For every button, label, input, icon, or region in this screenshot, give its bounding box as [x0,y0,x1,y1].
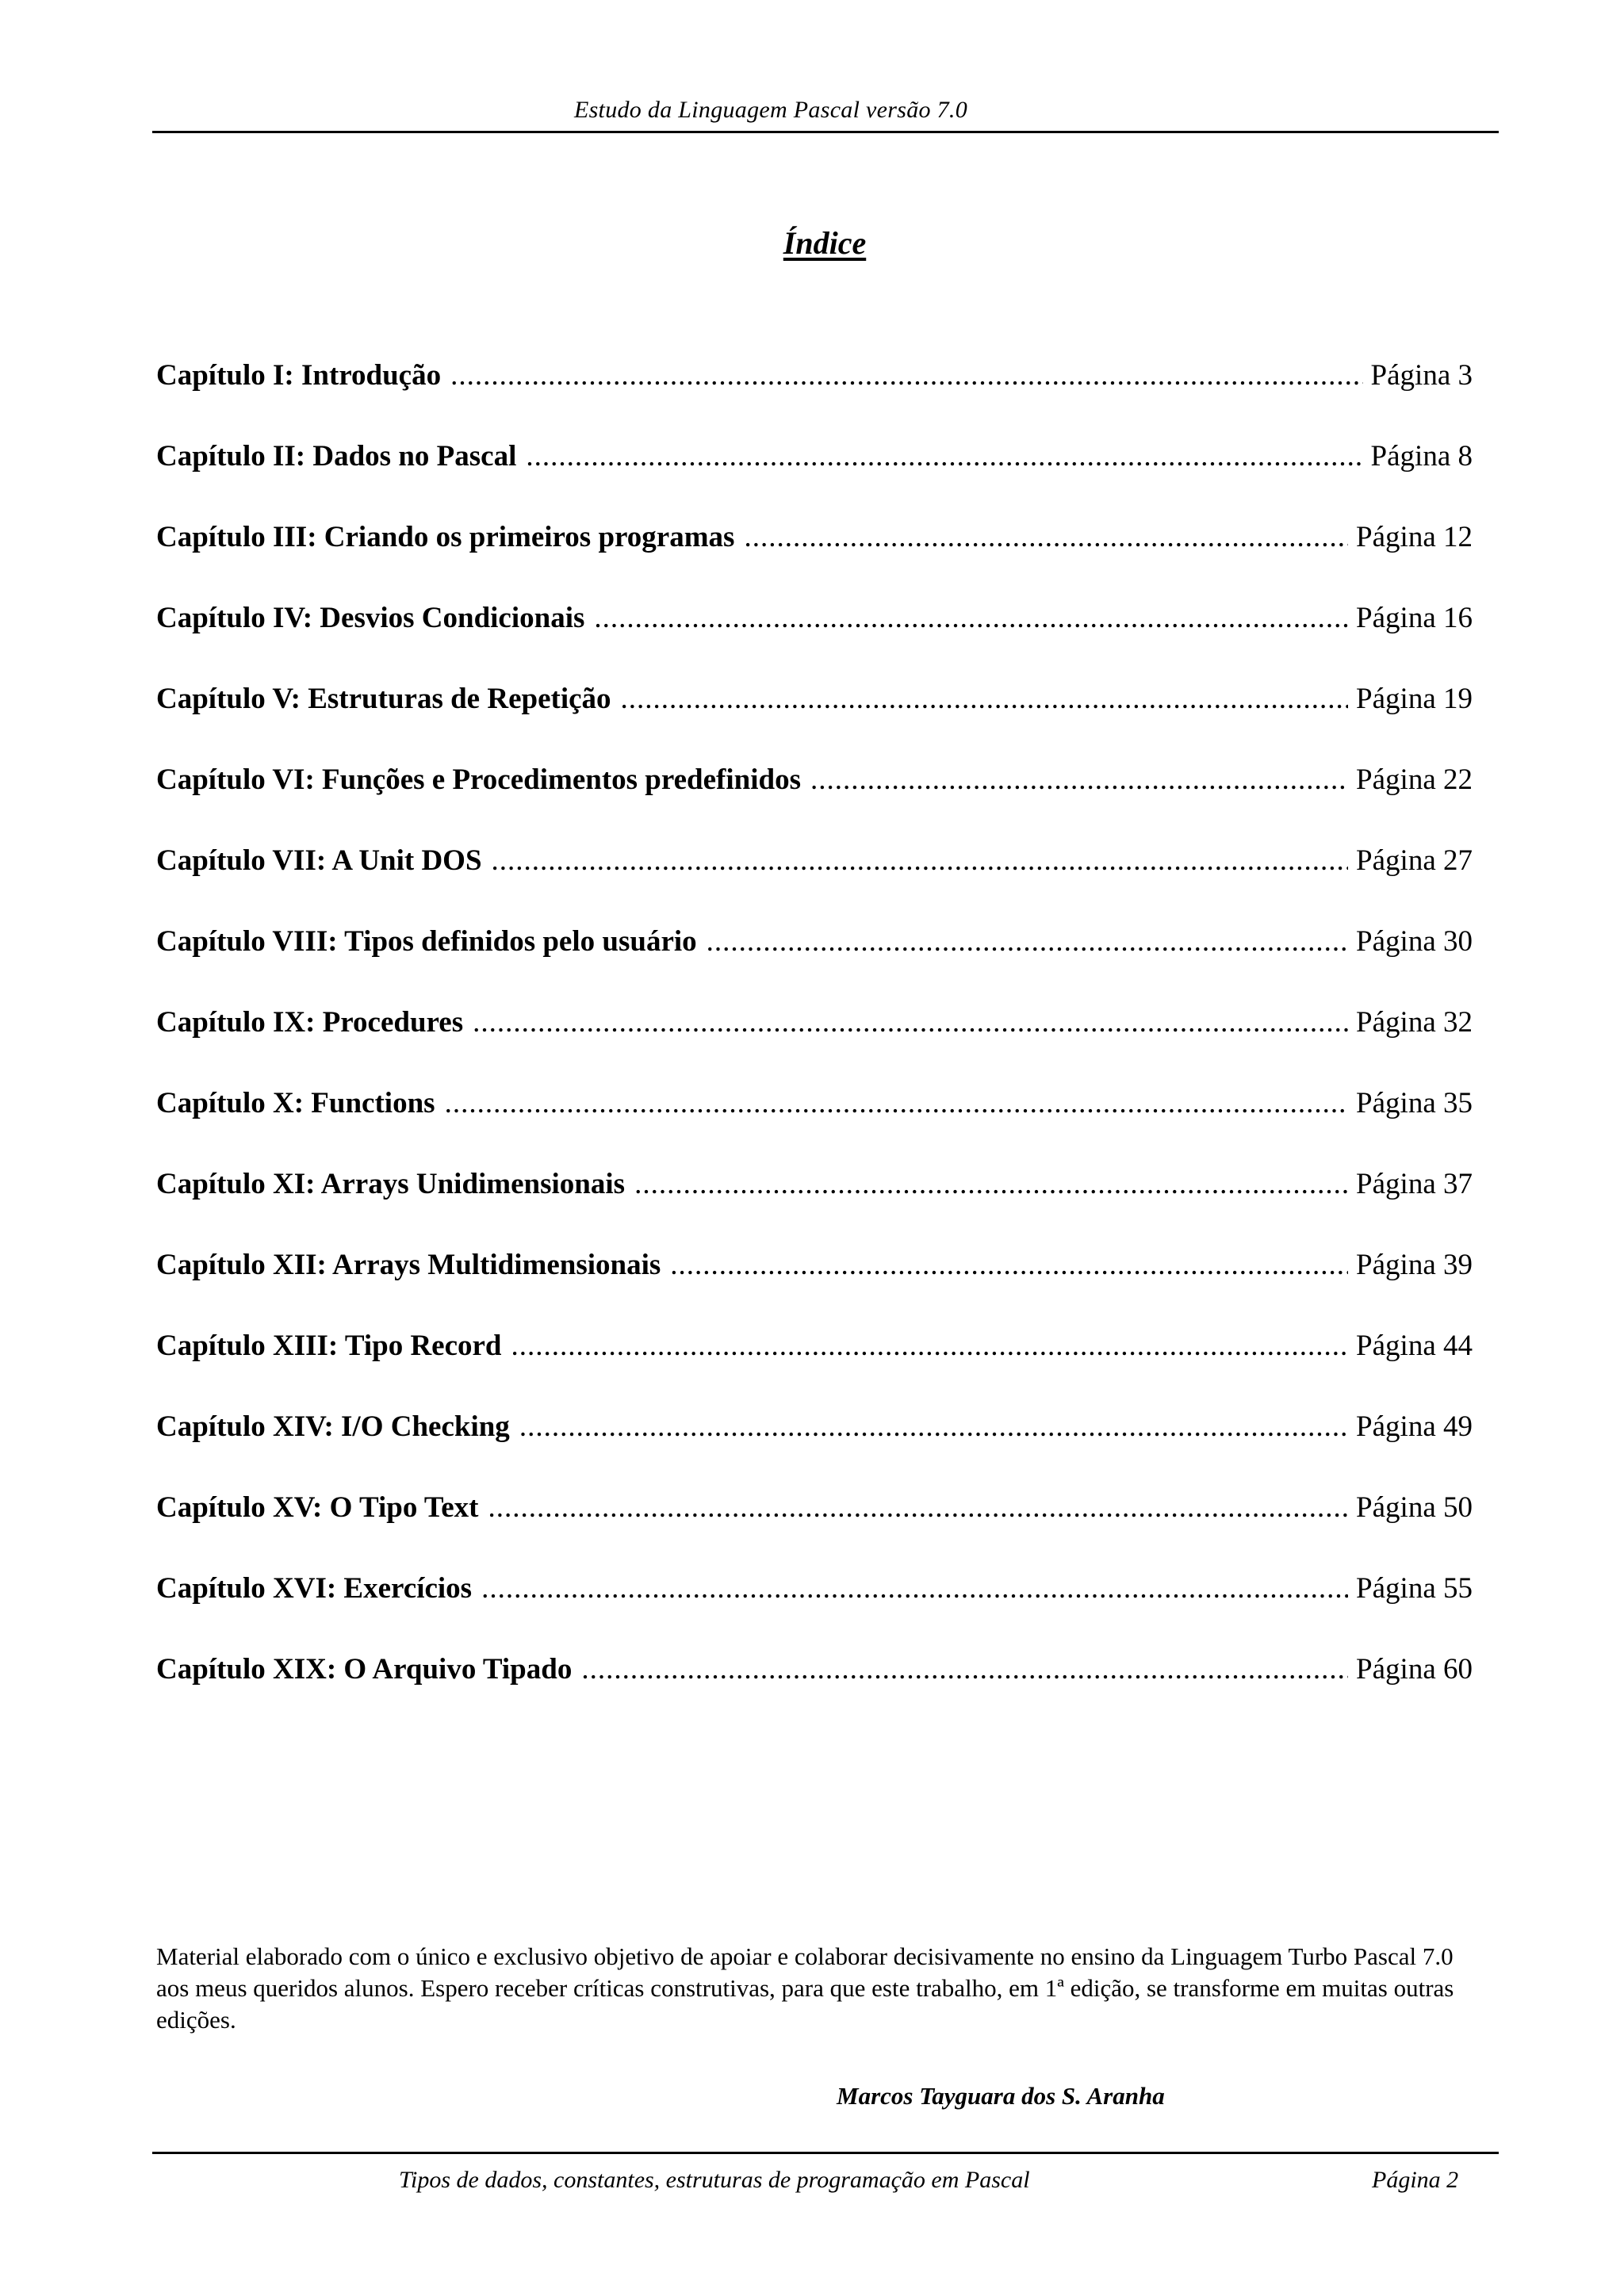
toc-entry-label: Capítulo X: Functions [156,1087,435,1119]
toc-dot-leader [581,1652,1348,1686]
toc-entry [156,520,1473,601]
toc-entry [156,1571,1473,1652]
toc-entry-label: Capítulo II: Dados no Pascal [156,440,517,473]
toc-entry-label: Capítulo VII: A Unit DOS [156,844,482,877]
toc-entry-label: Capítulo III: Criando os primeiros programas [156,521,735,553]
toc-dot-leader [492,844,1349,878]
toc-entry [156,1005,1473,1086]
toc-entry [156,1410,1473,1490]
toc-entry-label: Capítulo V: Estruturas de Repetição [156,683,611,715]
toc-dot-leader [450,358,1362,392]
table-of-contents [156,358,1473,1733]
toc-entry-page: Página 3 [1370,359,1473,392]
toc-entry-page: Página 19 [1356,683,1473,715]
toc-entry [156,439,1473,520]
toc-dot-leader [473,1005,1348,1039]
author-signature: Marcos Tayguara dos S. Aranha [837,2082,1165,2110]
toc-entry-label: Capítulo XV: O Tipo Text [156,1491,479,1524]
toc-entry-label: Capítulo XII: Arrays Multidimensionais [156,1249,661,1281]
footer-page-number: Página 2 [1372,2167,1459,2193]
toc-dot-leader [810,763,1348,797]
running-header: Estudo da Linguagem Pascal versão 7.0 [573,97,968,123]
author-note: Material elaborado com o único e exclusivo objetivo de apoiar e colaborar decisivamente no ensino da Linguagem Turbo Pascal 7.0 aos meus queridos alunos. Espero receber críticas construtivas, para que este trabalho, em 1ª edição, se transforme em muitas outras edições. [156,1942,1454,2034]
toc-entry-page: Página 12 [1356,521,1473,553]
toc-entry-page: Página 30 [1356,925,1473,958]
toc-dot-leader [621,682,1349,716]
toc-entry-page: Página 44 [1356,1330,1473,1362]
toc-entry-page: Página 39 [1356,1249,1473,1281]
toc-entry [156,1167,1473,1248]
toc-entry-page: Página 37 [1356,1168,1473,1200]
toc-entry-label: Capítulo XI: Arrays Unidimensionais [156,1168,626,1200]
toc-entry [156,1248,1473,1329]
toc-entry-page: Página 22 [1356,763,1473,796]
toc-entry-label: Capítulo IV: Desvios Condicionais [156,602,585,634]
toc-entry [156,924,1473,1005]
page-title: Índice [783,225,867,261]
toc-dot-leader [488,1490,1348,1525]
toc-entry-label: Capítulo VIII: Tipos definidos pelo usuário [156,925,697,958]
toc-dot-leader [481,1571,1348,1605]
toc-dot-leader [519,1410,1348,1444]
toc-entry [156,1652,1473,1733]
toc-entry-page: Página 60 [1356,1653,1473,1686]
toc-entry [156,358,1473,439]
toc-entry-page: Página 16 [1356,602,1473,634]
footer-text: Tipos de dados, constantes, estruturas de programação em Pascal [399,2167,1030,2193]
toc-entry-label: Capítulo XIV: I/O Checking [156,1410,510,1443]
toc-entry [156,763,1473,844]
toc-entry-page: Página 27 [1356,844,1473,877]
toc-entry-label: Capítulo XIX: O Arquivo Tipado [156,1653,573,1686]
toc-entry-page: Página 35 [1356,1087,1473,1119]
toc-dot-leader [707,924,1348,959]
toc-dot-leader [634,1167,1348,1201]
toc-entry [156,1086,1473,1167]
toc-entry-page: Página 49 [1356,1410,1473,1443]
toc-entry-page: Página 8 [1370,440,1473,473]
toc-entry [156,1329,1473,1410]
toc-dot-leader [445,1086,1348,1120]
header-rule [152,131,1499,133]
toc-entry [156,1490,1473,1571]
toc-dot-leader [511,1329,1349,1363]
toc-entry-page: Página 32 [1356,1006,1473,1039]
toc-entry-label: Capítulo XIII: Tipo Record [156,1330,502,1362]
toc-entry-label: Capítulo XVI: Exercícios [156,1572,473,1605]
toc-entry-page: Página 55 [1356,1572,1473,1605]
toc-entry-page: Página 50 [1356,1491,1473,1524]
toc-entry [156,682,1473,763]
toc-entry [156,601,1473,682]
toc-entry-label: Capítulo I: Introdução [156,359,442,392]
toc-dot-leader [594,601,1348,635]
toc-entry [156,844,1473,924]
toc-dot-leader [526,439,1362,473]
toc-dot-leader [670,1248,1348,1282]
toc-entry-label: Capítulo VI: Funções e Procedimentos predefinidos [156,763,801,796]
toc-entry-label: Capítulo IX: Procedures [156,1006,464,1039]
footer-rule [152,2152,1499,2154]
toc-dot-leader [744,520,1348,554]
